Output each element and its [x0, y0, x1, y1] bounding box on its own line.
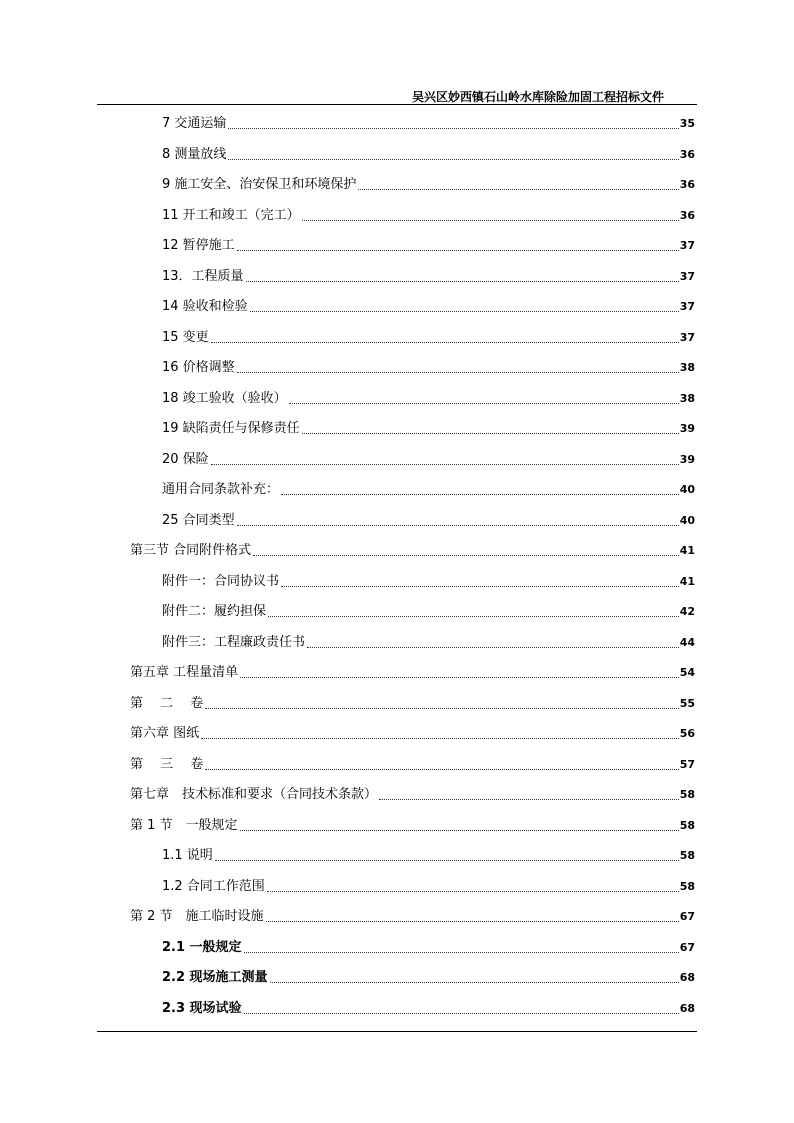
toc-dot-leader: [211, 464, 679, 465]
toc-entry-label: 2.1 一般规定: [162, 939, 242, 955]
toc-entry[interactable]: [162, 204, 695, 224]
toc-dot-leader: [268, 616, 679, 617]
toc-entry-label: 1.2 合同工作范围: [162, 878, 265, 894]
toc-entry-page-number: 57: [679, 757, 695, 771]
toc-entry-page-number: 35: [679, 117, 695, 130]
toc-dot-leader: [228, 128, 678, 129]
toc-entry[interactable]: [130, 783, 695, 803]
toc-dot-leader: [281, 494, 679, 495]
toc-entry[interactable]: [162, 631, 695, 651]
toc-entry[interactable]: [162, 448, 695, 468]
toc-entry-label: 19 缺陷责任与保修责任: [162, 421, 300, 436]
toc-entry[interactable]: [162, 570, 695, 590]
toc-entry-page-number: 39: [679, 422, 695, 435]
toc-dot-leader: [205, 769, 678, 770]
toc-dot-leader: [201, 738, 679, 739]
toc-entry-label: 12 暂停施工: [162, 238, 235, 253]
toc-entry-page-number: 68: [679, 1001, 695, 1015]
toc-entry-page-number: 39: [679, 452, 695, 466]
toc-dot-leader: [237, 525, 679, 526]
toc-dot-leader: [215, 860, 679, 861]
toc-entry-label: 通用合同条款补充：: [162, 482, 280, 497]
toc-entry-page-number: 67: [679, 940, 695, 954]
toc-entry[interactable]: [162, 875, 695, 895]
toc-dot-leader: [240, 677, 679, 678]
toc-entry-page-number: 68: [679, 971, 695, 984]
toc-entry-page-number: 56: [679, 727, 695, 740]
toc-dot-leader: [289, 403, 679, 404]
toc-entry[interactable]: [130, 692, 695, 712]
toc-entry[interactable]: [130, 722, 695, 742]
toc-entry-label: 第 三 卷: [130, 756, 204, 772]
toc-entry[interactable]: [162, 600, 695, 620]
footer-divider: [97, 1031, 697, 1032]
toc-entry[interactable]: [130, 905, 695, 925]
toc-entry[interactable]: [130, 539, 695, 559]
toc-entry-label: 9 施工安全、治安保卫和环境保护: [162, 177, 357, 192]
toc-entry[interactable]: [162, 997, 695, 1017]
toc-dot-leader: [281, 586, 679, 587]
toc-entry-page-number: 40: [679, 483, 695, 496]
toc-entry[interactable]: [162, 844, 695, 864]
toc-entry-page-number: 37: [679, 269, 695, 283]
toc-entry[interactable]: [162, 295, 695, 315]
toc-entry[interactable]: [162, 356, 695, 376]
toc-dot-leader: [244, 952, 679, 953]
toc-entry-page-number: 44: [679, 635, 695, 649]
toc-dot-leader: [237, 372, 679, 373]
toc-entry-label: 第五章 工程量清单: [130, 665, 239, 680]
toc-dot-leader: [379, 799, 679, 800]
toc-entry[interactable]: [162, 112, 695, 132]
toc-entry-page-number: 58: [679, 788, 695, 801]
toc-entry-page-number: 58: [679, 818, 695, 832]
toc-dot-leader: [358, 189, 678, 190]
toc-entry-label: 8 测量放线: [162, 146, 227, 162]
toc-dot-leader: [270, 982, 679, 983]
toc-entry[interactable]: [162, 326, 695, 346]
toc-entry-page-number: 38: [679, 391, 695, 405]
toc-entry-label: 18 竣工验收（验收）: [162, 390, 287, 406]
toc-entry[interactable]: [130, 814, 695, 834]
toc-dot-leader: [244, 1013, 679, 1014]
toc-entry-label: 2.2 现场施工测量: [162, 970, 268, 985]
header-divider: [97, 104, 697, 105]
toc-entry-page-number: 37: [679, 300, 695, 313]
toc-entry[interactable]: [130, 753, 695, 773]
toc-entry-label: 7 交通运输: [162, 116, 227, 131]
toc-entry-label: 15 变更: [162, 329, 209, 345]
toc-entry-page-number: 36: [679, 178, 695, 191]
toc-dot-leader: [267, 891, 679, 892]
toc-entry-label: 附件二：履约担保: [162, 604, 267, 619]
toc-dot-leader: [240, 830, 679, 831]
toc-dot-leader: [302, 433, 679, 434]
toc-entry-label: 1.1 说明: [162, 848, 213, 863]
toc-entry-page-number: 36: [679, 147, 695, 161]
toc-dot-leader: [211, 342, 679, 343]
toc-entry-page-number: 67: [679, 910, 695, 923]
toc-entry-label: 25 合同类型: [162, 512, 235, 528]
toc-entry-page-number: 41: [679, 574, 695, 588]
toc-dot-leader: [302, 220, 679, 221]
toc-entry-page-number: 40: [679, 513, 695, 527]
toc-entry-page-number: 37: [679, 239, 695, 252]
toc-entry-label: 13．工程质量: [162, 268, 244, 284]
toc-entry-label: 附件三：工程廉政责任书: [162, 634, 306, 650]
toc-dot-leader: [228, 159, 678, 160]
toc-entry[interactable]: [162, 417, 695, 437]
toc-entry-page-number: 55: [679, 696, 695, 710]
toc-entry[interactable]: [162, 478, 695, 498]
toc-entry-label: 第 二 卷: [130, 695, 204, 711]
toc-entry[interactable]: [162, 143, 695, 163]
toc-entry-label: 2.3 现场试验: [162, 1000, 242, 1016]
toc-entry[interactable]: [162, 936, 695, 956]
toc-entry-label: 第三节 合同附件格式: [130, 543, 252, 558]
toc-dot-leader: [266, 921, 679, 922]
toc-entry-label: 第 1 节 一般规定: [130, 817, 238, 833]
toc-entry-label: 第 2 节 施工临时设施: [130, 909, 264, 924]
toc-entry[interactable]: [130, 661, 695, 681]
toc-entry-page-number: 58: [679, 849, 695, 862]
toc-entry[interactable]: [162, 173, 695, 193]
toc-entry[interactable]: [162, 265, 695, 285]
toc-entry-label: 16 价格调整: [162, 360, 235, 375]
toc-entry-label: 附件一：合同协议书: [162, 573, 280, 589]
toc-entry-label: 第六章 图纸: [130, 726, 200, 741]
toc-entry-page-number: 38: [679, 361, 695, 374]
toc-entry[interactable]: [162, 234, 695, 254]
toc-entry-label: 20 保险: [162, 451, 209, 467]
toc-dot-leader: [253, 555, 679, 556]
document-header-title: 吴兴区妙西镇石山岭水库除险加固工程招标文件: [411, 90, 664, 104]
toc-dot-leader: [246, 281, 679, 282]
toc-entry-label: 11 开工和竣工（完工）: [162, 207, 300, 223]
toc-entry-label: 14 验收和检验: [162, 299, 248, 314]
toc-entry-page-number: 58: [679, 879, 695, 893]
toc-dot-leader: [205, 708, 678, 709]
toc-dot-leader: [250, 311, 679, 312]
toc-dot-leader: [237, 250, 679, 251]
toc-dot-leader: [307, 647, 679, 648]
toc-entry-page-number: 54: [679, 666, 695, 679]
toc-entry[interactable]: [162, 966, 695, 986]
toc-entry-label: 第七章 技术标准和要求（合同技术条款）: [130, 787, 378, 802]
toc-entry-page-number: 37: [679, 330, 695, 344]
toc-entry[interactable]: [162, 387, 695, 407]
toc-entry-page-number: 41: [679, 544, 695, 557]
toc-entry-page-number: 42: [679, 605, 695, 618]
toc-entry[interactable]: [162, 509, 695, 529]
toc-entry-page-number: 36: [679, 208, 695, 222]
